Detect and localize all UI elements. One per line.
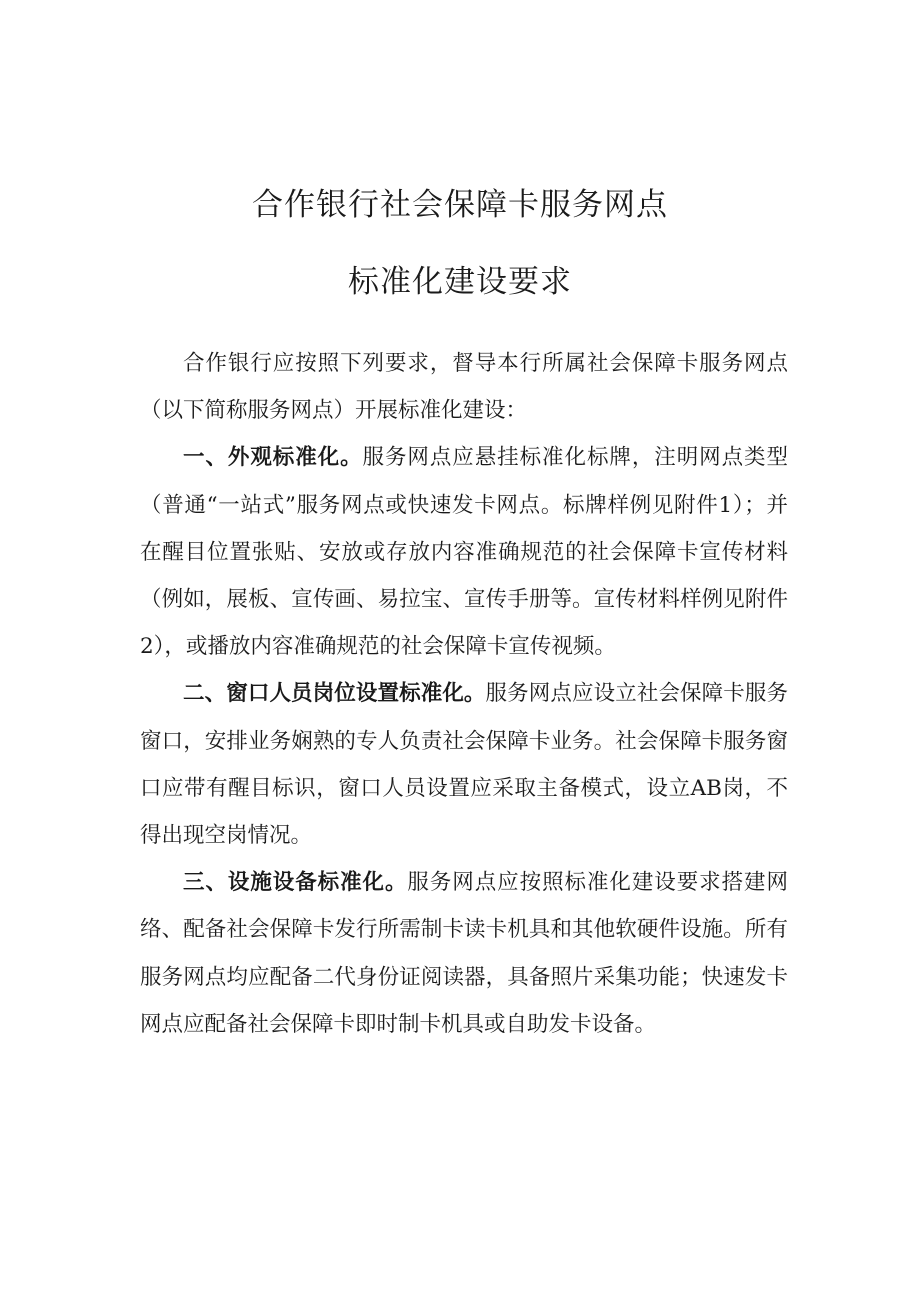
document-body xyxy=(140,340,788,1048)
document-title-line-1: 合作银行社会保障卡服务网点 xyxy=(252,187,668,223)
section-heading-2: 二、窗口人员岗位设置标准化。 xyxy=(183,681,486,707)
section-paragraph-3 xyxy=(140,859,788,1048)
section-heading-1: 一、外观标准化。 xyxy=(183,445,363,471)
section-paragraph-1 xyxy=(140,434,788,670)
section-text-2: 服务网点应设立社会保障卡服务窗口，安排业务娴熟的专人负责社会保障卡业务。社会保障卡服务窗口应带有醒目标识，窗口人员设置应采取主备模式，设立AB岗，不得出现空岗情况。 xyxy=(140,681,788,849)
section-text-3: 服务网点应按照标准化建设要求搭建网络、配备社会保障卡发行所需制卡读卡机具和其他软硬件设施。所有服务网点均应配备二代身份证阅读器，具备照片采集功能；快速发卡网点应配备社会保障卡即时制卡机具或自助发卡设备。 xyxy=(140,870,788,1037)
section-heading-3: 三、设施设备标准化。 xyxy=(183,870,408,896)
section-text-1: 服务网点应悬挂标准化标牌，注明网点类型（普通“一站式”服务网点或快速发卡网点。标牌样例见附件1）；并在醒目位置张贴、安放或存放内容准确规范的社会保障卡宣传材料（例如，展板、宣传画、易拉宝、宣传手册等。宣传材料样例见附件2），或播放内容准确规范的社会保障卡宣传视频。 xyxy=(140,445,788,660)
intro-paragraph: 合作银行应按照下列要求，督导本行所属社会保障卡服务网点（以下简称服务网点）开展标准化建设： xyxy=(140,351,788,424)
document-title-line-2: 标准化建设要求 xyxy=(348,264,572,300)
section-paragraph-2 xyxy=(140,670,788,859)
